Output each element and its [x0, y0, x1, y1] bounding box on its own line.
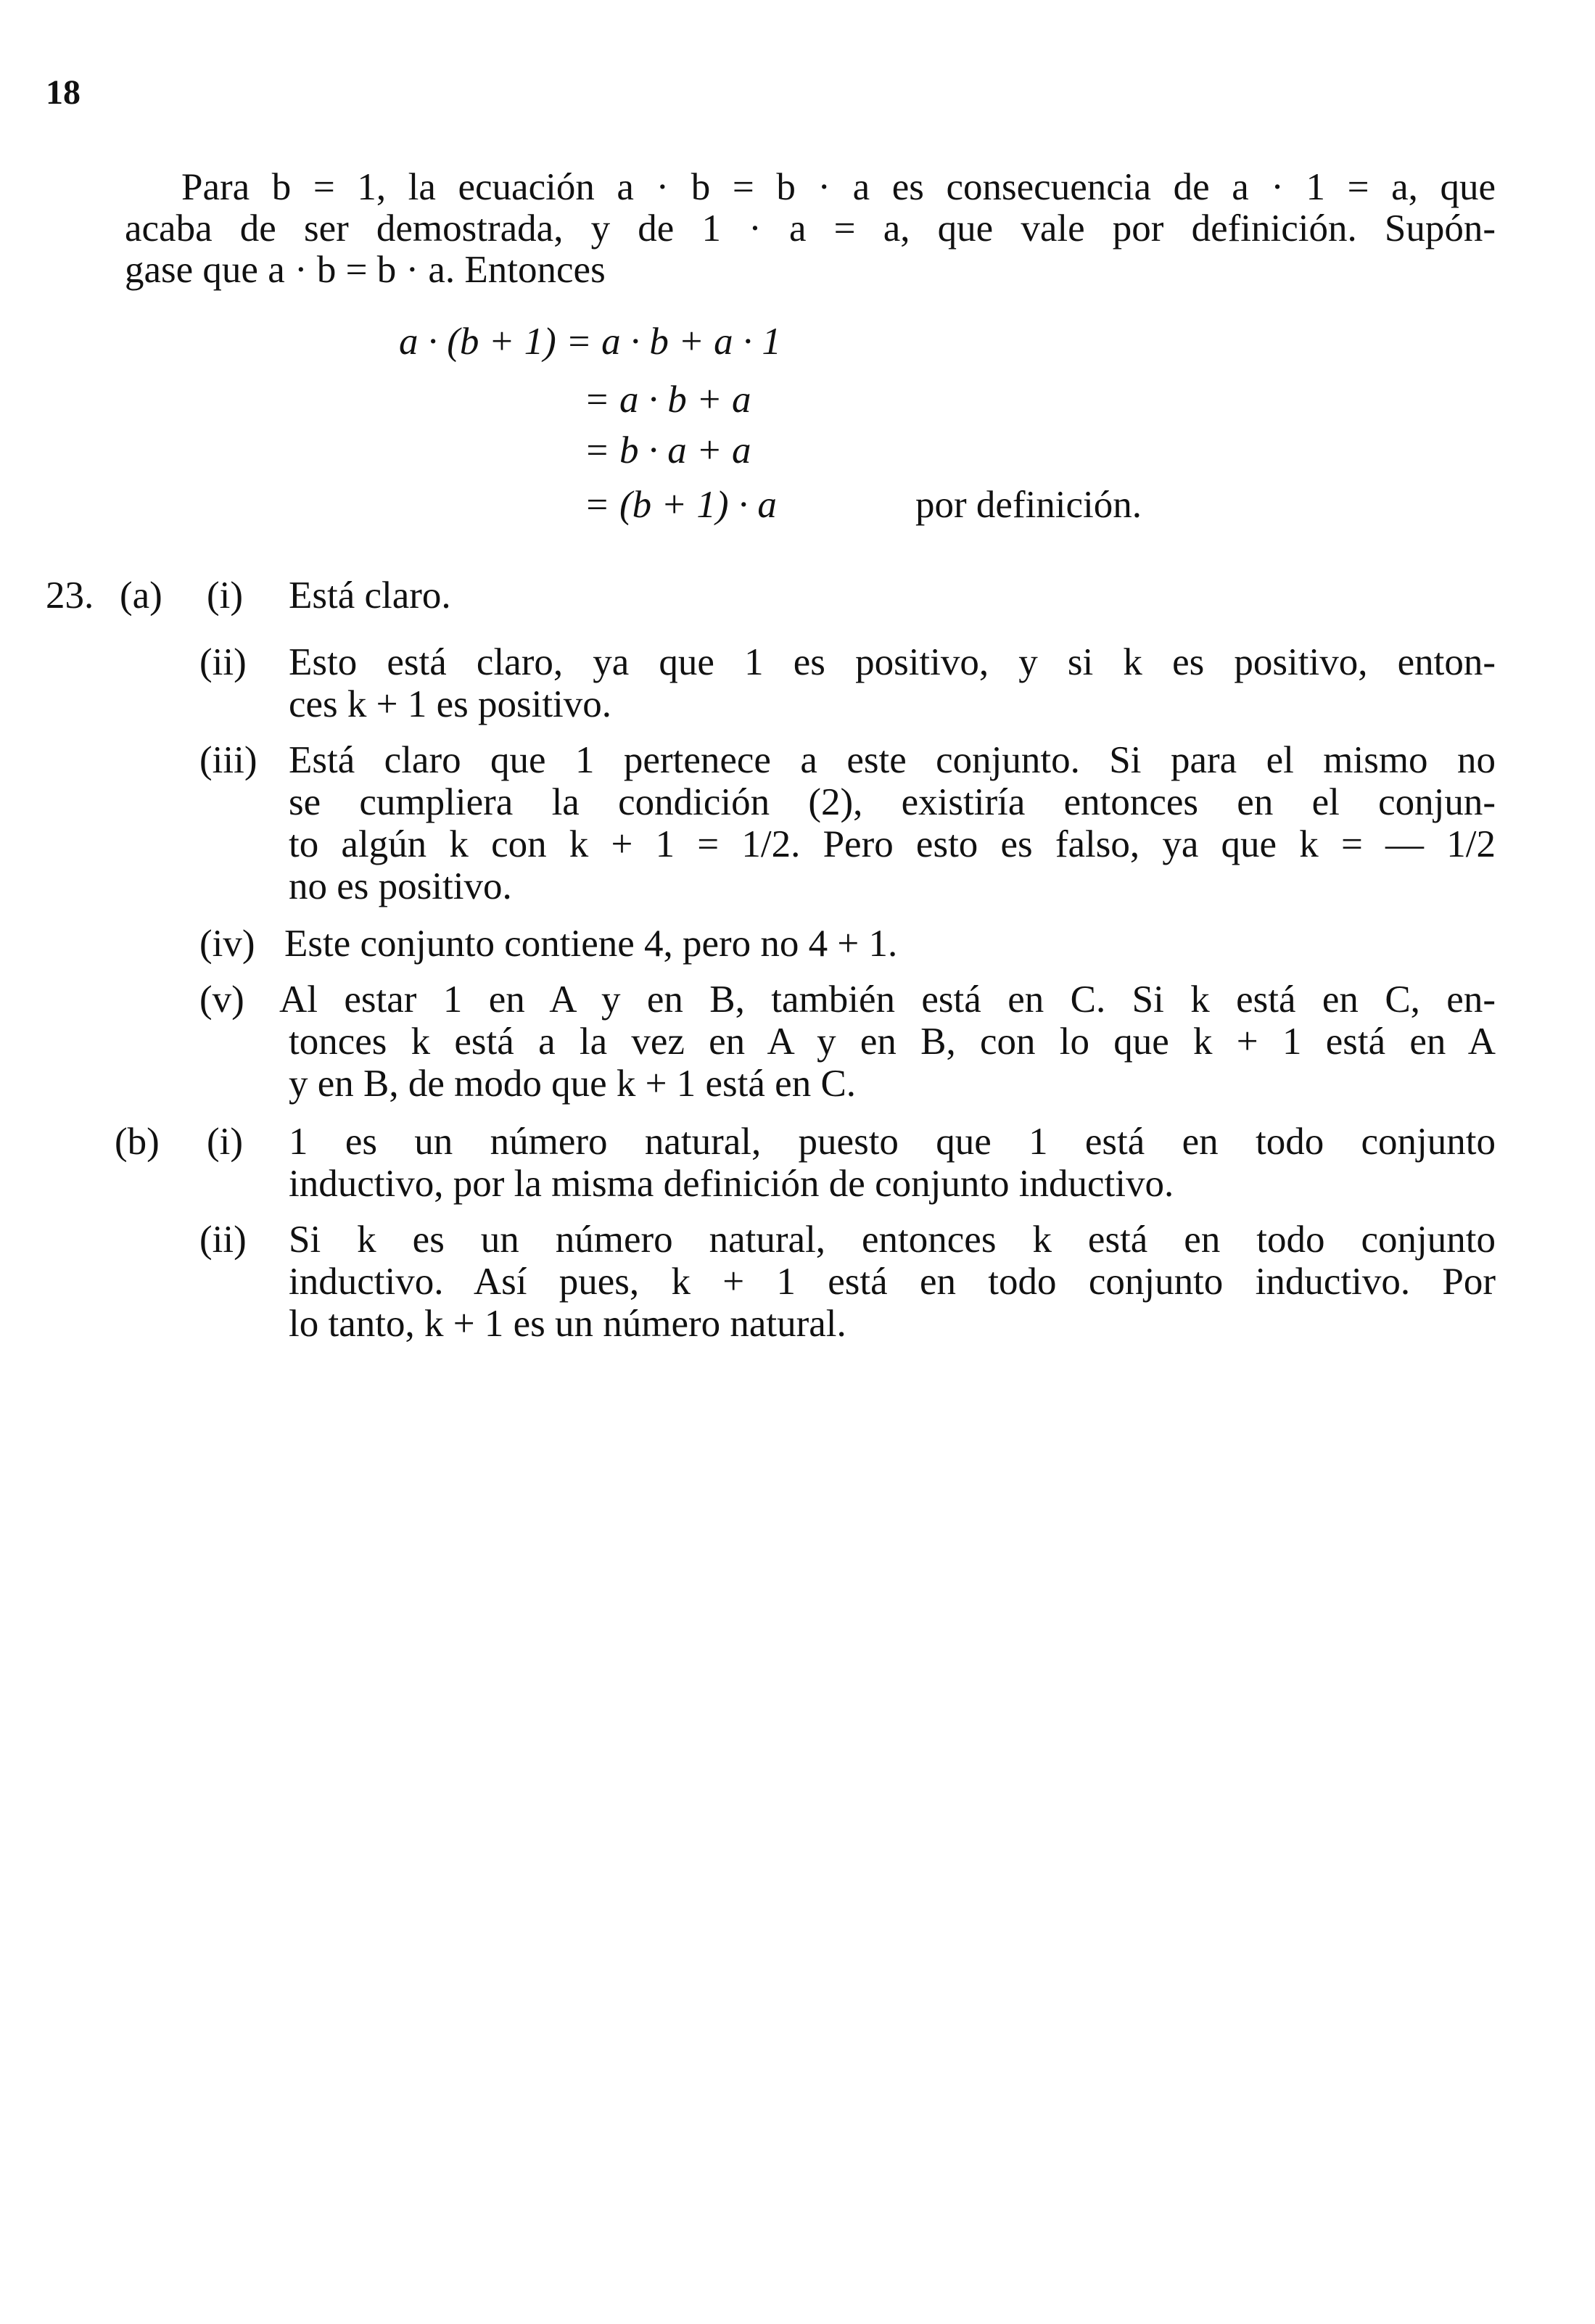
item-line: tonces k está a la vez en A y en B, con lo que k + 1 está en A [289, 1021, 1496, 1063]
page-number: 18 [46, 73, 81, 112]
item-label: (ii) [199, 1219, 247, 1261]
item-line: Si k es un número natural, entonces k está en todo conjunto [289, 1219, 1496, 1261]
item-line: Este conjunto contiene 4, pero no 4 + 1. [284, 923, 898, 965]
item-line: y en B, de modo que k + 1 está en C. [289, 1063, 857, 1105]
item-label: (i) [207, 574, 244, 617]
part-label: (a) [120, 574, 162, 617]
item-line: Está claro. [289, 574, 451, 617]
item-line: Al estar 1 en A y en B, también está en C. Si k está en C, en- [279, 978, 1496, 1021]
item-line: Esto está claro, ya que 1 es positivo, y si k es positivo, enton- [289, 641, 1496, 683]
item-line: Está claro que 1 pertenece a este conjunto. Si para el mismo no [289, 739, 1496, 781]
item-line: 1 es un número natural, puesto que 1 está en todo conjunto [289, 1121, 1496, 1163]
text-line: Para b = 1, la ecuación a · b = b · a es consecuencia de a · 1 = a, que [181, 166, 1496, 208]
item-label: (iv) [199, 923, 255, 965]
item-line: se cumpliera la condición (2), existiría entonces en el conjun- [289, 781, 1496, 823]
item-line: no es positivo. [289, 865, 512, 907]
derivation-step: = b · a + a [584, 429, 751, 471]
part-label: (b) [115, 1121, 160, 1163]
item-line: lo tanto, k + 1 es un número natural. [289, 1303, 846, 1345]
item-label: (iii) [199, 739, 257, 781]
text-line: acaba de ser demostrada, y de 1 · a = a, que vale por definición. Supón- [125, 207, 1496, 250]
derivation-lhs: a · (b + 1) = a · b + a · 1 [399, 321, 781, 363]
item-label: (i) [207, 1121, 244, 1163]
derivation-step: = a · b + a [584, 379, 751, 421]
problem-number: 23. [46, 574, 94, 617]
item-line: ces k + 1 es positivo. [289, 683, 612, 725]
derivation-note: por definición. [915, 484, 1142, 526]
item-line: inductivo, por la misma definición de conjunto inductivo. [289, 1163, 1174, 1205]
item-label: (ii) [199, 641, 247, 683]
item-line: to algún k con k + 1 = 1/2. Pero esto es falso, ya que k = — 1/2 [289, 823, 1496, 865]
text-line: gase que a · b = b · a. Entonces [125, 249, 606, 291]
item-line: inductivo. Así pues, k + 1 está en todo conjunto inductivo. Por [289, 1261, 1496, 1303]
derivation-step: = (b + 1) · a [584, 484, 777, 526]
item-label: (v) [199, 978, 244, 1021]
